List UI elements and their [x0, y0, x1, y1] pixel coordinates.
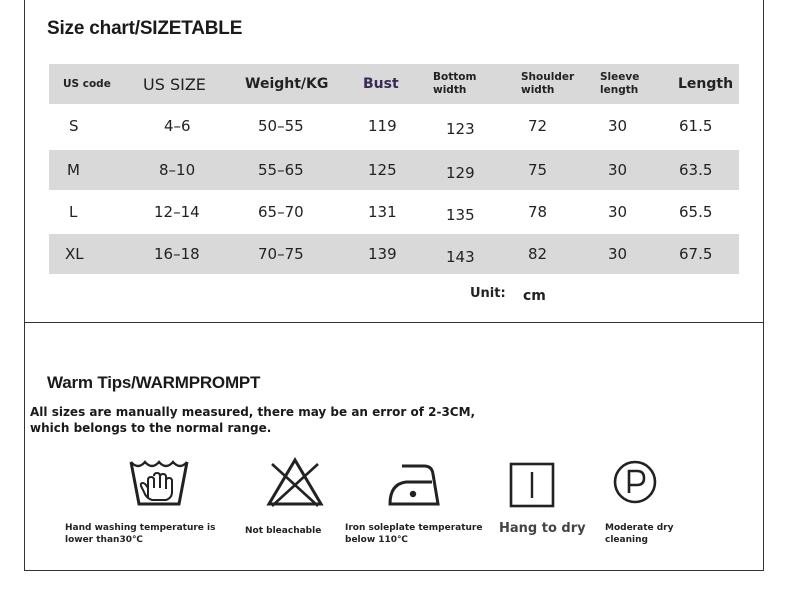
- table-row: [49, 234, 739, 274]
- cell-shoulder-width: 78: [528, 203, 548, 221]
- not-bleachable-icon: [266, 456, 324, 508]
- header-weight: Weight/KG: [245, 75, 329, 92]
- cell-length: 67.5: [679, 245, 713, 263]
- cell-us-code: S: [69, 117, 79, 135]
- header-us-size: US SIZE: [143, 74, 206, 94]
- table-row: [49, 192, 739, 232]
- cell-length: 65.5: [679, 203, 713, 221]
- table-header-row: [49, 64, 739, 104]
- cell-us-code: M: [67, 161, 80, 179]
- cell-bust: 119: [368, 117, 397, 135]
- header-bottom-width: Bottom width: [433, 71, 477, 96]
- cell-length: 63.5: [679, 161, 713, 179]
- cell-bottom-width: 135: [446, 206, 475, 224]
- cell-bust: 125: [368, 161, 397, 179]
- cell-bottom-width: 123: [446, 120, 475, 138]
- hang-dry-icon: [509, 462, 555, 508]
- cell-weight: 70–75: [258, 245, 304, 263]
- measurement-note: All sizes are manually measured, there may be an error of 2-3CM, which belongs to the normal range.: [30, 405, 476, 435]
- cell-sleeve-length: 30: [608, 117, 628, 135]
- header-length: Length: [678, 75, 734, 92]
- cell-us-size: 16–18: [154, 245, 200, 263]
- care-label-hand-wash: Hand washing temperature is lower than30℃: [65, 523, 216, 545]
- iron-icon: [386, 462, 442, 508]
- cell-us-size: 4–6: [164, 117, 191, 135]
- care-label-not-bleachable: Not bleachable: [245, 526, 322, 536]
- cell-weight: 50–55: [258, 117, 304, 135]
- care-label-hang-dry: Hang to dry: [499, 521, 586, 536]
- cell-us-size: 8–10: [159, 161, 196, 179]
- cell-us-size: 12–14: [154, 203, 200, 221]
- cell-shoulder-width: 72: [528, 117, 548, 135]
- dry-clean-icon: [611, 458, 659, 506]
- cell-sleeve-length: 30: [608, 161, 628, 179]
- cell-shoulder-width: 82: [528, 245, 548, 263]
- hand-wash-icon: [128, 458, 190, 508]
- header-us-code: US code: [63, 77, 111, 90]
- care-label-dry-clean: Moderate dry cleaning: [605, 523, 674, 545]
- cell-length: 61.5: [679, 117, 713, 135]
- cell-shoulder-width: 75: [528, 161, 548, 179]
- cell-us-code: XL: [65, 245, 84, 263]
- warm-tips-title: Warm Tips/WARMPROMPT: [47, 373, 261, 392]
- cell-weight: 55–65: [258, 161, 304, 179]
- header-sleeve-length: Sleeve length: [600, 71, 640, 96]
- cell-bust: 131: [368, 203, 397, 221]
- table-row: [49, 106, 739, 146]
- care-label-iron: Iron soleplate temperature below 110℃: [345, 523, 483, 545]
- header-bust: Bust: [363, 75, 399, 92]
- table-row: [49, 150, 739, 190]
- unit-value: cm: [523, 288, 546, 304]
- size-chart-title: Size chart/SIZETABLE: [47, 18, 243, 39]
- cell-bust: 139: [368, 245, 397, 263]
- cell-sleeve-length: 30: [608, 203, 628, 221]
- cell-sleeve-length: 30: [608, 245, 628, 263]
- header-shoulder-width: Shoulder width: [521, 71, 575, 96]
- cell-weight: 65–70: [258, 203, 304, 221]
- cell-bottom-width: 129: [446, 164, 475, 182]
- cell-bottom-width: 143: [446, 248, 475, 266]
- unit-label: Unit:: [470, 286, 506, 301]
- cell-us-code: L: [69, 203, 78, 221]
